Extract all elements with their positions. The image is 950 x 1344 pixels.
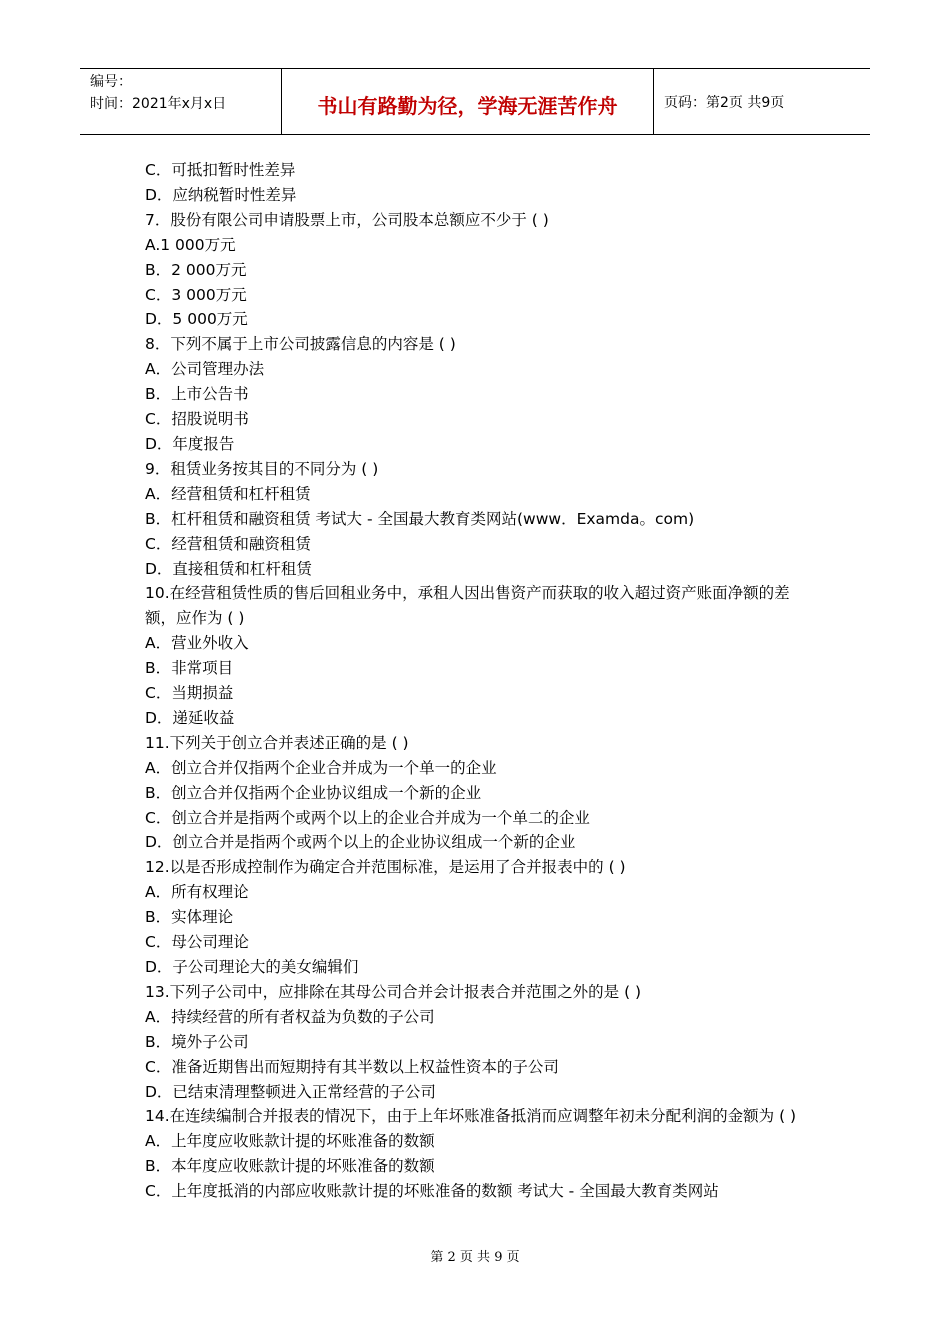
header-left-cell — [80, 69, 282, 134]
text-line: 7．股份有限公司申请股票上市，公司股本总额应不少于 ( ) — [145, 210, 549, 229]
text-line: C．可抵扣暂时性差异 — [145, 161, 296, 179]
text-line: C．准备近期售出而短期持有其半数以上权益性资本的子公司 — [145, 1057, 559, 1076]
page-header — [80, 68, 870, 135]
text-line: D．创立合并是指两个或两个以上的企业协议组成一个新的企业 — [145, 833, 576, 852]
text-line: B．上市公告书 — [145, 385, 249, 404]
header-page-info: 页码：第2页 共9页 — [664, 94, 785, 111]
text-line: 8．下列不属于上市公司披露信息的内容是 ( ) — [145, 335, 456, 354]
text-line: D．子公司理论大的美女编辑们 — [145, 958, 359, 976]
text-line: A．上年度应收账款计提的坏账准备的数额 — [145, 1132, 435, 1151]
document-body — [145, 158, 815, 1204]
text-line: 10.在经营租赁性质的售后回租业务中，承租人因出售资产而获取的收入超过资产账面净额的差额，应作为 ( ) — [145, 584, 790, 628]
text-line: B．创立合并仅指两个企业协议组成一个新的企业 — [145, 783, 482, 802]
text-line: C．3 000万元 — [145, 285, 247, 304]
text-line: C．经营租赁和融资租赁 — [145, 534, 311, 553]
text-line: B．境外子公司 — [145, 1032, 249, 1051]
text-line: C．招股说明书 — [145, 410, 249, 429]
page-footer — [0, 1246, 950, 1265]
text-line: C．母公司理论 — [145, 933, 249, 952]
header-motto-cell — [282, 69, 654, 134]
text-line: A．所有权理论 — [145, 883, 249, 902]
text-line: A．公司管理办法 — [145, 360, 265, 379]
footer-page-number: 第 2 页 共 9 页 — [430, 1250, 520, 1265]
text-line: D．应纳税暂时性差异 — [145, 185, 297, 204]
text-line: 11.下列关于创立合并表述正确的是 ( ) — [145, 733, 409, 752]
text-line: 9．租赁业务按其目的不同分为 ( ) — [145, 459, 379, 478]
header-motto: 书山有路勤为径，学海无涯苦作舟 — [317, 94, 618, 118]
text-line: B．非常项目 — [145, 659, 234, 678]
text-line: D．直接租赁和杠杆租赁 — [145, 559, 312, 578]
text-line: A.1 000万元 — [145, 235, 236, 254]
text-line: D．年度报告 — [145, 434, 235, 453]
text-line: 13.下列子公司中，应排除在其母公司合并会计报表合并范围之外的是 ( ) — [145, 982, 642, 1001]
header-time-label: 时间：2021年x月x日 — [90, 96, 227, 112]
text-line: D．5 000万元 — [145, 310, 248, 329]
header-number-label: 编号： — [90, 74, 132, 90]
text-line: 12.以是否形成控制作为确定合并范围标准，是运用了合并报表中的 ( ) — [145, 858, 626, 877]
text-line: B．实体理论 — [145, 908, 234, 927]
text-line: 14.在连续编制合并报表的情况下，由于上年坏账准备抵消而应调整年初未分配利润的金额为 ( ) — [145, 1107, 797, 1126]
text-line: B．杠杆租赁和融资租赁 考试大 - 全国最大教育类网站(www．Examda。com) — [145, 509, 695, 528]
text-line: A．经营租赁和杠杆租赁 — [145, 484, 311, 503]
text-line: D．递延收益 — [145, 708, 235, 727]
text-line: A．持续经营的所有者权益为负数的子公司 — [145, 1007, 435, 1026]
text-line: C．创立合并是指两个或两个以上的企业合并成为一个单二的企业 — [145, 808, 590, 827]
header-page-cell — [654, 69, 870, 134]
text-line: B．2 000万元 — [145, 260, 247, 279]
text-line: B．本年度应收账款计提的坏账准备的数额 — [145, 1157, 435, 1176]
text-line: A．创立合并仅指两个企业合并成为一个单一的企业 — [145, 758, 497, 777]
text-line: C．上年度抵消的内部应收账款计提的坏账准备的数额 考试大 - 全国最大教育类网站 — [145, 1182, 719, 1201]
text-line: C．当期损益 — [145, 684, 234, 703]
text-line: D．已结束清理整顿进入正常经营的子公司 — [145, 1082, 436, 1101]
text-line: A．营业外收入 — [145, 634, 249, 653]
